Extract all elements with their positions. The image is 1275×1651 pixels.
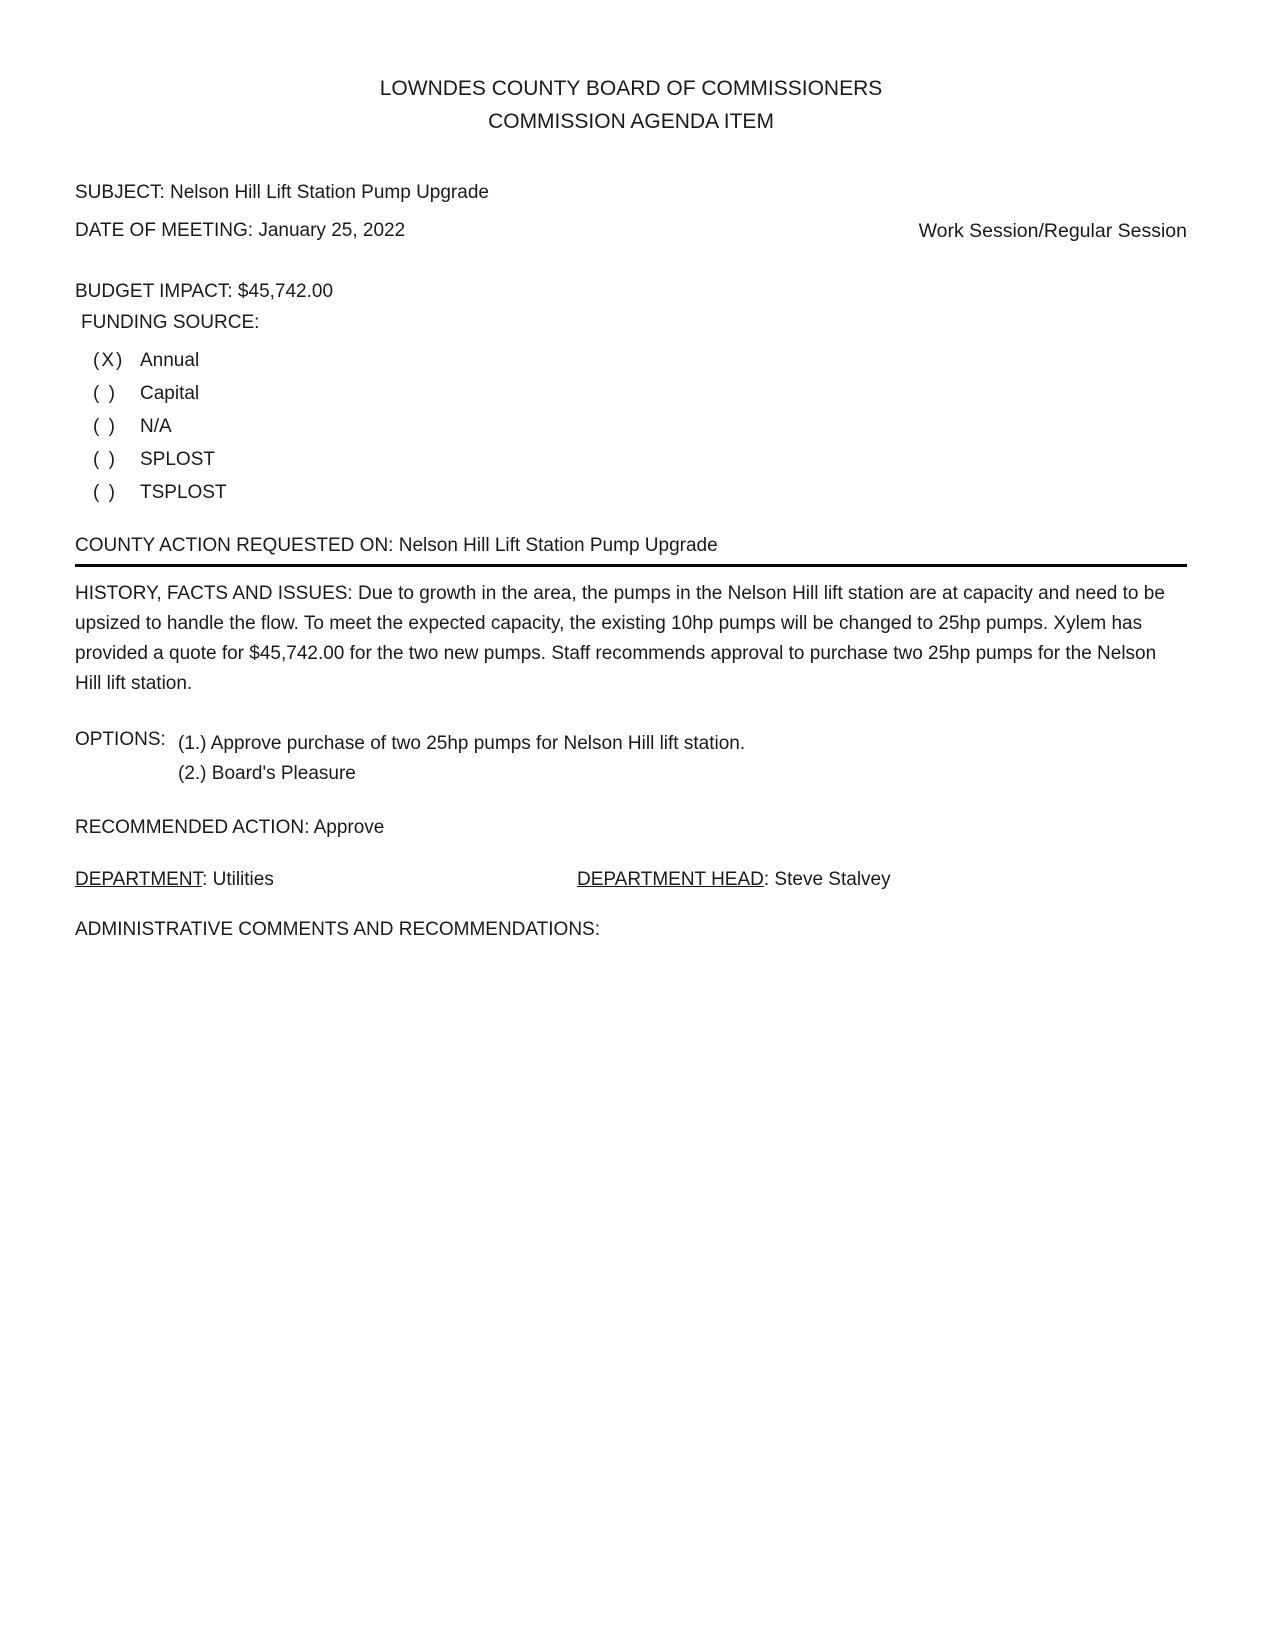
department-head-value: : Steve Stalvey — [763, 869, 891, 890]
funding-option-label: Capital — [140, 382, 200, 404]
department-label: DEPARTMENT — [75, 869, 203, 890]
funding-option-na — [93, 410, 1187, 443]
options-label: OPTIONS: — [75, 729, 166, 750]
funding-option-capital — [93, 377, 1187, 410]
document-title-line1: LOWNDES COUNTY BOARD OF COMMISSIONERS — [379, 77, 883, 100]
meeting-row — [75, 220, 1187, 243]
option-item-2: (2.) Board's Pleasure — [178, 763, 356, 784]
subject-line: SUBJECT: Nelson Hill Lift Station Pump Upgrade — [75, 182, 489, 203]
funding-option-label: Annual — [140, 349, 200, 371]
funding-source-label: FUNDING SOURCE: — [81, 312, 260, 333]
county-action-requested-line: COUNTY ACTION REQUESTED ON: Nelson Hill Lift Station Pump Upgrade — [75, 535, 1187, 567]
checkbox-mark-tsplost: ( ) — [93, 481, 117, 503]
funding-option-tsplost — [93, 476, 1187, 509]
document-title-line2: COMMISSION AGENDA ITEM — [488, 110, 774, 133]
funding-option-label: TSPLOST — [140, 481, 227, 503]
department-head-cell — [577, 869, 891, 891]
funding-option-label: N/A — [140, 415, 172, 437]
checkbox-mark-splost: ( ) — [93, 448, 117, 470]
checkbox-mark-na: ( ) — [93, 415, 117, 437]
recommended-action-line: RECOMMENDED ACTION: Approve — [75, 817, 385, 838]
funding-option-splost — [93, 443, 1187, 476]
document-title — [75, 72, 1187, 138]
department-head-label: DEPARTMENT HEAD — [577, 869, 764, 890]
department-value: : Utilities — [202, 869, 274, 890]
option-item-1: (1.) Approve purchase of two 25hp pumps for Nelson Hill lift station. — [178, 733, 746, 754]
session-type: Work Session/Regular Session — [918, 220, 1187, 242]
funding-option-label: SPLOST — [140, 448, 215, 470]
history-facts-issues-paragraph: HISTORY, FACTS AND ISSUES: Due to growth in the area, the pumps in the Nelson Hill lift station are at capacity and need to be upsized to handle the flow. To meet the expected capacity, the existing 10hp pumps will be changed to 25hp pumps. Xylem has provided a quote for $45,742.00 for the two new pumps. Staff recommends approval to purchase two 25hp pumps for the Nelson Hill lift station. — [75, 583, 1165, 694]
funding-options-list — [75, 344, 1187, 509]
options-items — [178, 729, 745, 789]
department-cell — [75, 869, 577, 891]
options-block — [75, 729, 1187, 789]
checkbox-mark-annual: (X) — [93, 349, 125, 371]
department-row — [75, 869, 1187, 891]
administrative-comments-line: ADMINISTRATIVE COMMENTS AND RECOMMENDATIONS: — [75, 919, 600, 940]
meeting-date: DATE OF MEETING: January 25, 2022 — [75, 220, 406, 241]
funding-option-annual — [93, 344, 1187, 377]
checkbox-mark-capital: ( ) — [93, 382, 117, 404]
budget-impact-line: BUDGET IMPACT: $45,742.00 — [75, 281, 334, 302]
